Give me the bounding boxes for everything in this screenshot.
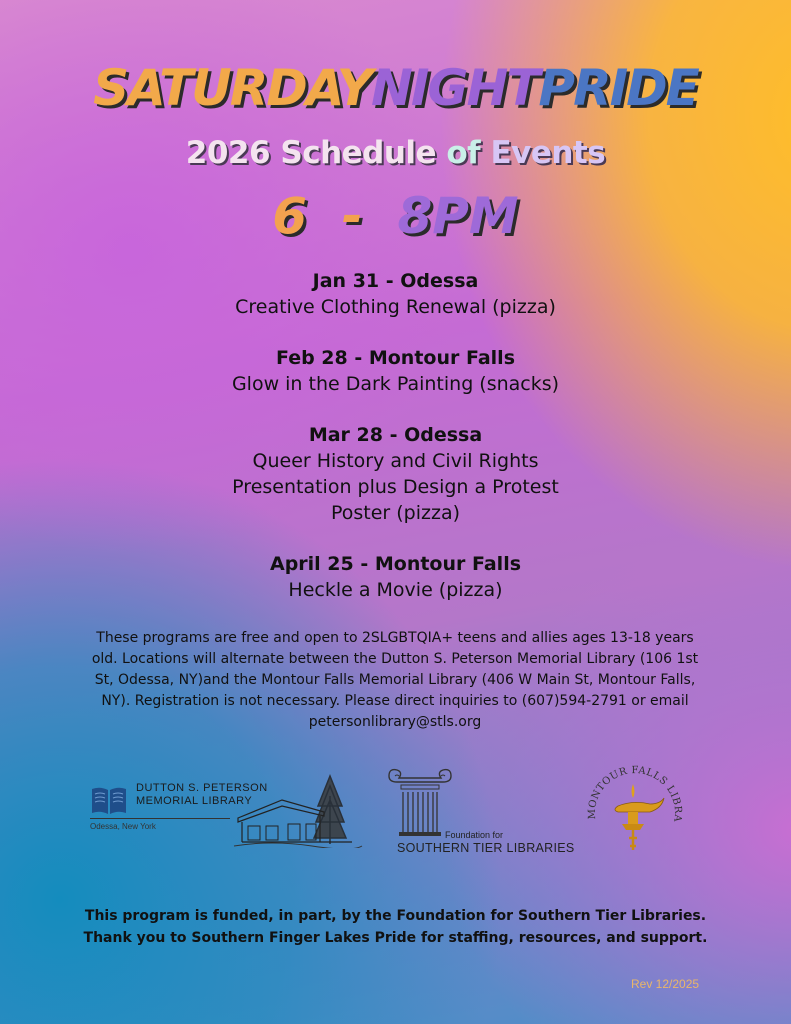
- info-line: old. Locations will alternate between the Dutton S. Peterson Memorial Library (106 1st: [91, 651, 699, 667]
- info-line: These programs are free and open to 2SLGBTQIA+ teens and allies ages 13-18 years: [96, 630, 694, 646]
- subtitle-part1: 2026 Schedule: [185, 135, 437, 171]
- info-line: St, Odessa, NY)and the Montour Falls Memorial Library (406 W Main St, Montour Falls,: [94, 672, 696, 688]
- dsp-name-line2: MEMORIAL LIBRARY: [136, 795, 253, 807]
- sponsor-logos: [0, 760, 791, 860]
- event-item: [0, 345, 791, 397]
- flyer-subtitle: [0, 133, 791, 173]
- event-list: [0, 268, 791, 628]
- mfl-arc-text: MONTOUR FALLS LIBRA: [586, 765, 684, 823]
- info-line: NY). Registration is not necessary. Please direct inquiries to (607)594-2791 or email: [101, 693, 689, 709]
- dsp-name-line1: DUTTON S. PETERSON: [136, 782, 268, 794]
- thanks-line: Thank you to Southern Finger Lakes Pride for staffing, resources, and support.: [83, 930, 708, 946]
- title-pride: PRIDE: [538, 59, 698, 117]
- oil-lamp-icon: [615, 784, 664, 850]
- subtitle-part3: Events: [480, 135, 606, 171]
- event-time: [0, 186, 791, 246]
- ionic-column-icon: [385, 766, 455, 838]
- event-description: Presentation plus Design a Protest: [232, 476, 559, 498]
- time-start: 6: [272, 187, 308, 245]
- event-item: [0, 551, 791, 603]
- event-description: Glow in the Dark Painting (snacks): [231, 373, 560, 395]
- montour-falls-seal: [578, 760, 688, 860]
- event-date: Feb 28 - Montour Falls: [275, 347, 516, 369]
- stl-foundation-label: Foundation for: [445, 830, 504, 840]
- time-end: 8PM: [397, 187, 519, 245]
- flyer-title: [0, 58, 791, 118]
- time-separator: -: [307, 187, 398, 245]
- montour-falls-library-logo: [578, 760, 688, 860]
- stl-libraries-name: SOUTHERN TIER LIBRARIES: [397, 841, 575, 855]
- event-date: April 25 - Montour Falls: [269, 553, 522, 575]
- stl-foundation-logo: [385, 766, 580, 856]
- revision-date: Rev 12/2025: [631, 977, 700, 991]
- dsp-divider: [90, 818, 230, 819]
- event-item: [0, 268, 791, 320]
- open-book-icon: [90, 786, 128, 816]
- dutton-peterson-logo: [90, 782, 368, 862]
- event-date: Jan 31 - Odessa: [312, 270, 479, 292]
- info-email: petersonlibrary@stls.org: [308, 714, 482, 730]
- funding-line: This program is funded, in part, by the Foundation for Southern Tier Libraries.: [84, 908, 707, 924]
- subtitle-part2: of: [436, 135, 481, 171]
- library-building-icon: [232, 766, 364, 848]
- program-info: [75, 628, 715, 733]
- dsp-location: Odessa, New York: [90, 822, 156, 831]
- event-description: Heckle a Movie (pizza): [288, 579, 503, 601]
- event-description: Queer History and Civil Rights: [252, 450, 539, 472]
- event-item: [0, 422, 791, 526]
- funding-acknowledgement: [0, 905, 791, 949]
- title-saturday: SATURDAY: [93, 59, 371, 117]
- title-night: NIGHT: [370, 59, 539, 117]
- event-date: Mar 28 - Odessa: [308, 424, 483, 446]
- event-description: Creative Clothing Renewal (pizza): [235, 296, 556, 318]
- event-description: Poster (pizza): [330, 502, 461, 524]
